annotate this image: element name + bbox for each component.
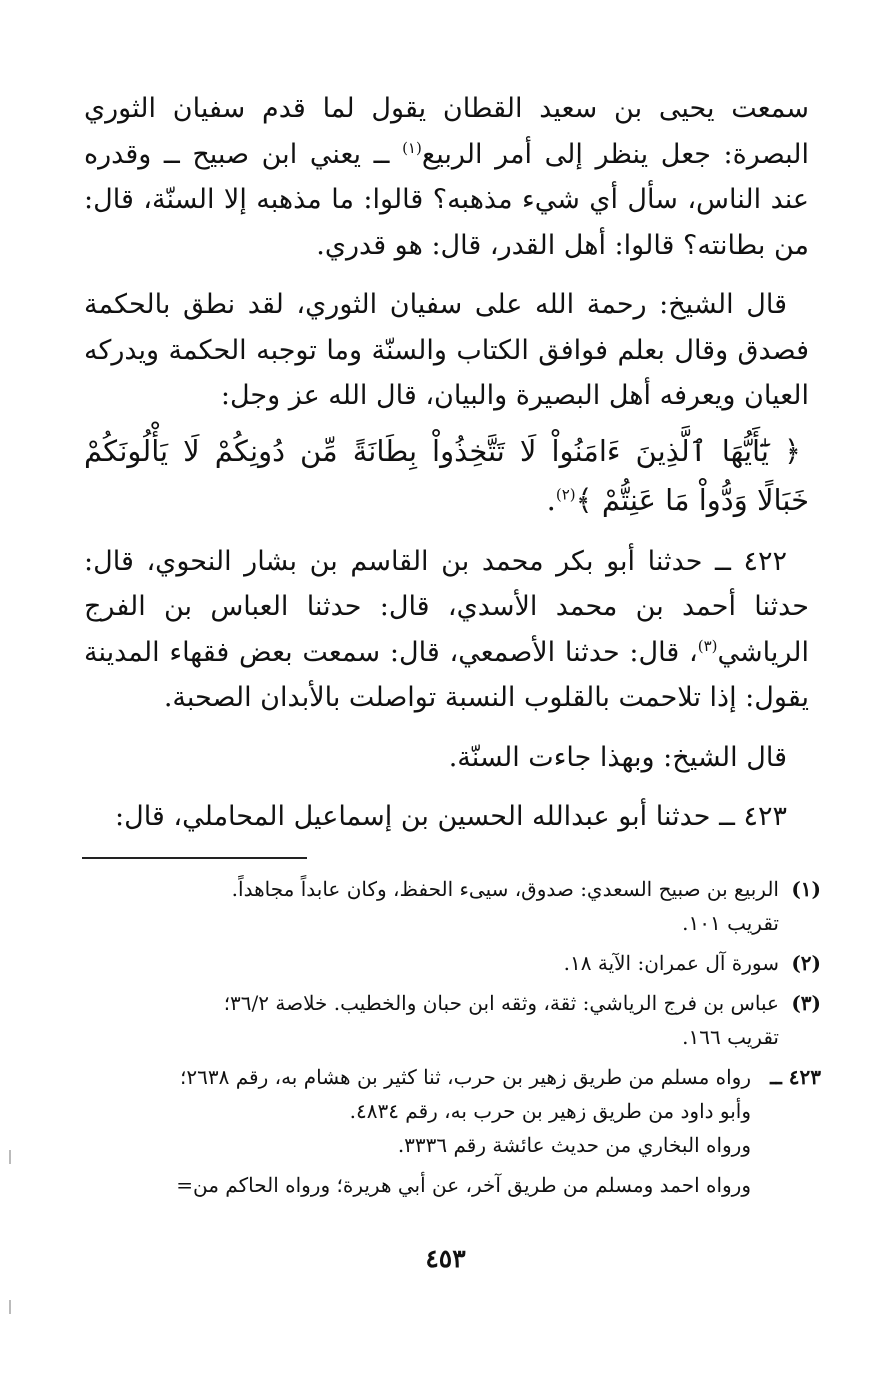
paragraph-422-text-cont: ، قال: حدثنا الأصمعي، قال: سمعت بعض فقهاء المدينة يقول: إذا تلاحمت بالقلوب النسبة تواصلت بالأبدان الصحبة.: [84, 636, 809, 713]
footnote-ref-3[interactable]: (٣): [697, 636, 718, 655]
footnote-3-line-1: عباس بن فرج الرياشي: ثقة، وثقه ابن حبان والخطيب. خلاصة ٣٦/٢؛: [223, 991, 779, 1015]
footnote-3-mark: (٣): [791, 991, 821, 1015]
footnote-1-body: [71, 872, 779, 940]
footnote-3-body: [71, 986, 779, 1054]
footnote-423-mark: ٤٢٣ ــ: [770, 1065, 821, 1089]
footnote-423: [71, 1060, 821, 1162]
paragraph-1-text: سمعت يحيى بن سعيد القطان يقول لما قدم سفيان الثوري البصرة: جعل ينظر إلى أمر الربيع: [84, 93, 809, 170]
quran-verse-text: ﴿ يَٰٓأَيُّهَا ٱلَّذِينَ ءَامَنُواْ لَا تَتَّخِذُواْ بِطَانَةً مِّن دُونِكُمْ لَا يَأْلُونَكُمْ خَبَالًا وَدُّواْ مَا عَنِتُّمْ ﴾: [84, 433, 809, 517]
footnote-423-continued: [71, 1168, 821, 1202]
footnotes: [71, 872, 821, 1208]
footnote-ref-1[interactable]: (١): [402, 138, 422, 157]
footnote-423-continued-body: [71, 1168, 751, 1202]
footnote-1-line-1: الربيع بن صبيح السعدي: صدوق، سيىء الحفظ، وكان عابداً مجاهداً.: [231, 877, 779, 901]
paragraph-1: [84, 86, 809, 268]
paragraph-422: [84, 539, 809, 721]
footnote-3: [71, 986, 821, 1054]
scan-mark: [9, 1300, 11, 1314]
footnote-423-line-3: ورواه البخاري من حديث عائشة رقم ٣٣٣٦.: [397, 1133, 751, 1157]
footnote-ref-2[interactable]: (٢): [555, 484, 576, 503]
footnote-423-continued-mark: [751, 1168, 821, 1202]
footnote-1-line-2: تقريب ١٠١.: [682, 911, 779, 935]
page-number: ٤٥٣: [425, 1244, 466, 1273]
paragraph-1-text-cont: ــ يعني ابن صبيح ــ وقدره عند الناس، سأل أي شيء مذهبه؟ قالوا: ما مذهبه إلا السنّة، قال: من بطانته؟ قالوا: أهل القدر، قال: هو قدري.: [84, 138, 809, 261]
paragraph-423: ٤٢٣ ــ حدثنا أبو عبدالله الحسين بن إسماعيل المحاملي، قال:: [114, 801, 787, 832]
footnote-423-continued-line-1: ورواه احمد ومسلم من طريق آخر، عن أبي هريرة؛ ورواه الحاكم من=: [176, 1173, 751, 1197]
footnote-423-line-2: وأبو داود من طريق زهير بن حرب به، رقم ٤٨٣٤.: [349, 1099, 751, 1123]
footnote-2-line-1: سورة آل عمران: الآية ١٨.: [563, 951, 779, 975]
footnote-1-mark: (١): [791, 877, 821, 901]
scan-mark: [9, 1150, 11, 1164]
footnote-3-line-2: تقريب ١٦٦.: [682, 1025, 779, 1049]
footnote-2-mark: (٢): [791, 951, 821, 975]
footnote-423-body: [71, 1060, 751, 1162]
paragraph-422-text: ٤٢٢ ــ حدثنا أبو بكر محمد بن القاسم بن بشار النحوي، قال: حدثنا أحمد بن محمد الأسدي، قال: حدثنا العباس بن الفرج الرياشي: [84, 545, 809, 668]
quran-verse: [84, 427, 809, 525]
paragraph-sheikh: قال الشيخ: وبهذا جاءت السنّة.: [448, 741, 787, 773]
paragraph-2: قال الشيخ: رحمة الله على سفيان الثوري، لقد نطق بالحكمة فصدق وقال بعلم فوافق الكتاب والسنّة وما توجبه الحكمة ويدركه العيان ويعرفه أهل البصيرة والبيان، قال الله عز وجل:: [84, 289, 809, 411]
footnote-2-body: [71, 946, 779, 980]
quran-verse-end: .: [546, 482, 556, 517]
footnote-423-line-1: رواه مسلم من طريق زهير بن حرب، ثنا كثير بن هشام به، رقم ٢٦٣٨؛: [180, 1065, 751, 1089]
footnote-divider: [82, 857, 307, 859]
footnote-2: [71, 946, 821, 980]
main-text: [84, 86, 809, 840]
footnote-1: [71, 872, 821, 940]
